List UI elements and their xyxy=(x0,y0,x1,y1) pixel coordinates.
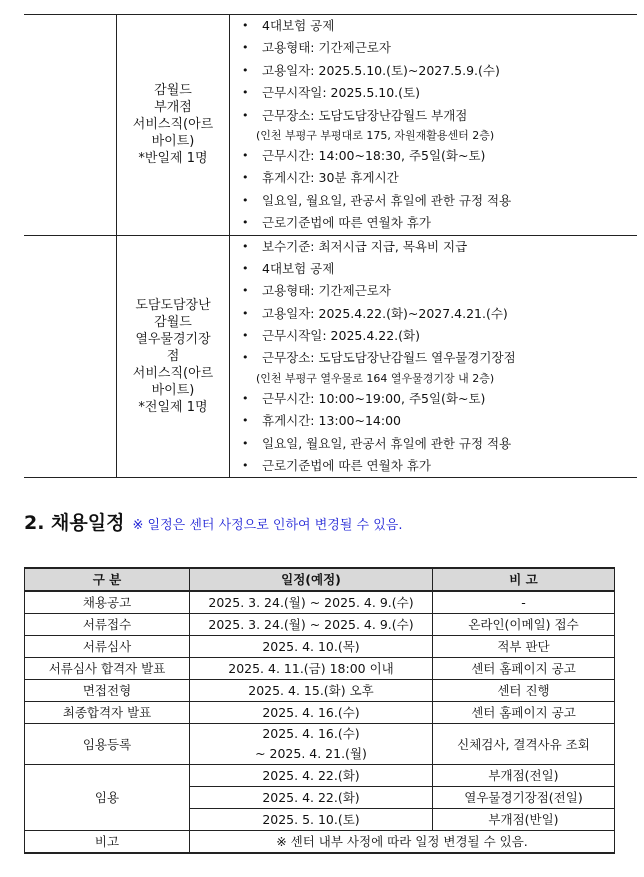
header-date: 일정(예정) xyxy=(190,568,433,591)
date-range-end: ~ 2025. 4. 21.(월) xyxy=(255,746,367,761)
detail-item: • 4대보험 공제 xyxy=(242,15,637,37)
schedule-table xyxy=(24,567,615,854)
schedule-date: 2025. 4. 10.(목) xyxy=(190,636,433,658)
schedule-note: 센터 홈페이지 공고 xyxy=(433,702,615,724)
bullet-icon: • xyxy=(242,284,249,298)
position-line: *전일제 1명 xyxy=(138,399,208,415)
details-cell xyxy=(230,235,638,478)
schedule-note: 부개점(전일) xyxy=(433,765,615,787)
schedule-row xyxy=(25,680,615,702)
bullet-icon: • xyxy=(242,414,249,428)
bullet-icon: • xyxy=(242,239,249,253)
details-list xyxy=(230,15,637,235)
details-cell xyxy=(230,15,638,236)
schedule-row xyxy=(25,614,615,636)
schedule-note: 적부 판단 xyxy=(433,636,615,658)
detail-item: • 근무시작일: 2025.4.22.(화) xyxy=(242,325,637,347)
schedule-row xyxy=(25,658,615,680)
detail-item: • 근무시간: 10:00~19:00, 주5일(화~토) xyxy=(242,388,637,410)
schedule-header-row xyxy=(25,568,615,591)
bullet-icon: • xyxy=(242,391,249,405)
schedule-category: 서류심사 xyxy=(25,636,190,658)
bullet-icon: • xyxy=(242,41,249,55)
header-category: 구 분 xyxy=(25,568,190,591)
schedule-category: 서류접수 xyxy=(25,614,190,636)
schedule-date: 2025. 3. 24.(월) ~ 2025. 4. 9.(수) xyxy=(190,591,433,614)
detail-item: • 근무장소: 도담도담장난감월드 열우물경기장점 xyxy=(242,347,637,369)
schedule-remark-text: ※ 센터 내부 사정에 따라 일정 변경될 수 있음. xyxy=(190,831,615,854)
bullet-icon: • xyxy=(242,193,249,207)
schedule-note: 온라인(이메일) 접수 xyxy=(433,614,615,636)
schedule-note: 열우물경기장점(전일) xyxy=(433,787,615,809)
detail-item: • 고용형태: 기간제근로자 xyxy=(242,37,637,59)
bullet-icon: • xyxy=(242,148,249,162)
schedule-category: 임용 xyxy=(25,765,190,831)
schedule-category: 비고 xyxy=(25,831,190,854)
header-note: 비 고 xyxy=(433,568,615,591)
schedule-category: 면접전형 xyxy=(25,680,190,702)
job-row xyxy=(24,235,637,478)
job-detail-table xyxy=(24,14,637,478)
position-line: 감월드 xyxy=(154,314,192,330)
schedule-row-remark xyxy=(25,831,615,854)
schedule-row xyxy=(25,702,615,724)
date-range-start: 2025. 4. 16.(수) xyxy=(262,726,360,741)
schedule-date: 2025. 3. 24.(월) ~ 2025. 4. 9.(수) xyxy=(190,614,433,636)
bullet-icon: • xyxy=(242,86,249,100)
schedule-date: 2025. 4. 15.(화) 오후 xyxy=(190,680,433,702)
detail-item: • 근로기준법에 따른 연월차 휴가 xyxy=(242,212,637,234)
detail-address: (인천 부평구 부평대로 175, 자원재활용센터 2층) xyxy=(256,128,495,142)
bullet-icon: • xyxy=(242,459,249,473)
schedule-note: 신체검사, 결격사유 조회 xyxy=(433,724,615,765)
schedule-row xyxy=(25,636,615,658)
position-line: *반일제 1명 xyxy=(138,151,208,167)
position-line: 도담도담장난 xyxy=(135,297,211,313)
detail-item: • 근무시작일: 2025.5.10.(토) xyxy=(242,82,637,104)
detail-item: • 휴게시간: 30분 휴게시간 xyxy=(242,167,637,189)
schedule-note: 센터 진행 xyxy=(433,680,615,702)
position-line: 부개점 xyxy=(154,100,192,116)
schedule-date: 2025. 4. 22.(화) xyxy=(190,787,433,809)
bullet-icon: • xyxy=(242,436,249,450)
detail-item: • 고용형태: 기간제근로자 xyxy=(242,280,637,302)
details-list xyxy=(230,236,637,478)
schedule-note: - xyxy=(433,591,615,614)
section-note: ※ 일정은 센터 사정으로 인하여 변경될 수 있음. xyxy=(132,518,403,533)
schedule-note: 부개점(반일) xyxy=(433,809,615,831)
detail-item: • 보수기준: 최저시급 지급, 목욕비 지급 xyxy=(242,236,637,258)
position-line: 감월드 xyxy=(154,83,192,99)
bullet-icon: • xyxy=(242,351,249,365)
position-cell xyxy=(117,235,230,478)
bullet-icon: • xyxy=(242,261,249,275)
detail-item: • 휴게시간: 13:00~14:00 xyxy=(242,410,637,432)
bullet-icon: • xyxy=(242,108,249,122)
schedule-row xyxy=(25,591,615,614)
position-line: 서비스직(아르 xyxy=(132,117,214,133)
detail-item: • 근무시간: 14:00~18:30, 주5일(화~토) xyxy=(242,145,637,167)
position-line: 바이트) xyxy=(151,134,195,150)
schedule-category: 최종합격자 발표 xyxy=(25,702,190,724)
detail-item: • 근무장소: 도담도담장난감월드 부개점 xyxy=(242,105,637,127)
bullet-icon: • xyxy=(242,19,249,32)
bullet-icon: • xyxy=(242,306,249,320)
position-line: 서비스직(아르 xyxy=(132,365,214,381)
blank-cell xyxy=(24,15,117,236)
position-line: 바이트) xyxy=(151,382,195,398)
schedule-category: 서류심사 합격자 발표 xyxy=(25,658,190,680)
position-cell xyxy=(117,15,230,236)
position-line: 열우물경기장 xyxy=(135,331,211,347)
schedule-date: 2025. 4. 11.(금) 18:00 이내 xyxy=(190,658,433,680)
detail-item: • 고용일자: 2025.4.22.(화)~2027.4.21.(수) xyxy=(242,303,637,325)
detail-address: (인천 부평구 열우물로 164 열우물경기장 내 2층) xyxy=(256,371,495,385)
position-line: 점 xyxy=(166,348,180,364)
schedule-date: 2025. 4. 16.(수) xyxy=(190,702,433,724)
detail-item: • 고용일자: 2025.5.10.(토)~2027.5.9.(수) xyxy=(242,60,637,82)
bullet-icon: • xyxy=(242,63,249,77)
schedule-row-registration xyxy=(25,724,615,765)
schedule-row-appointment xyxy=(25,765,615,787)
detail-item: • 근로기준법에 따른 연월차 휴가 xyxy=(242,455,637,477)
section-heading xyxy=(24,508,402,535)
schedule-category: 채용공고 xyxy=(25,591,190,614)
bullet-icon: • xyxy=(242,216,249,230)
detail-item: • 4대보험 공제 xyxy=(242,258,637,280)
schedule-note: 센터 홈페이지 공고 xyxy=(433,658,615,680)
schedule-category: 임용등록 xyxy=(25,724,190,765)
bullet-icon: • xyxy=(242,171,249,185)
schedule-date: 2025. 5. 10.(토) xyxy=(190,809,433,831)
bullet-icon: • xyxy=(242,329,249,343)
job-row xyxy=(24,15,637,236)
section-title: 2. 채용일정 xyxy=(24,512,125,534)
schedule-date-range xyxy=(190,724,433,765)
schedule-date: 2025. 4. 22.(화) xyxy=(190,765,433,787)
detail-item: • 일요일, 월요일, 관공서 휴일에 관한 규정 적용 xyxy=(242,190,637,212)
blank-cell xyxy=(24,235,117,478)
detail-item: • 일요일, 월요일, 관공서 휴일에 관한 규정 적용 xyxy=(242,433,637,455)
